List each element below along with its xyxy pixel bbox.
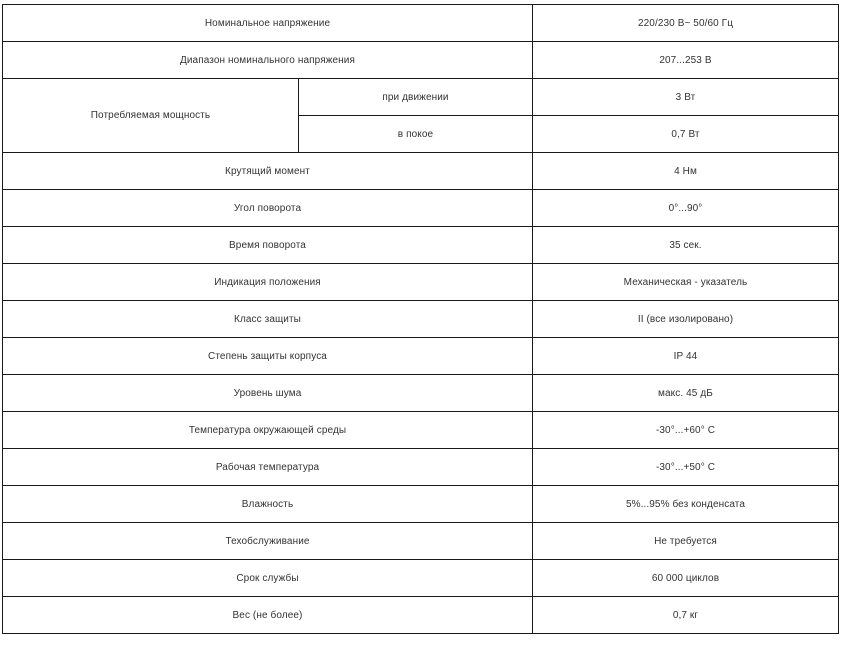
spec-label: Индикация положения	[3, 264, 533, 301]
spec-label: Вес (не более)	[3, 597, 533, 634]
spec-label: Номинальное напряжение	[3, 5, 533, 42]
table-row	[3, 5, 839, 42]
spec-label: Угол поворота	[3, 190, 533, 227]
spec-value: -30°...+60° C	[533, 412, 839, 449]
spec-value: 220/230 В~ 50/60 Гц	[533, 5, 839, 42]
table-row	[3, 523, 839, 560]
spec-value: 5%...95% без конденсата	[533, 486, 839, 523]
spec-sublabel: при движении	[299, 79, 533, 116]
table-row	[3, 190, 839, 227]
spec-value: 207...253 В	[533, 42, 839, 79]
spec-label: Уровень шума	[3, 375, 533, 412]
specifications-table	[2, 4, 839, 634]
spec-value: макс. 45 дБ	[533, 375, 839, 412]
table-row	[3, 597, 839, 634]
spec-label: Класс защиты	[3, 301, 533, 338]
table-row	[3, 486, 839, 523]
table-row	[3, 153, 839, 190]
spec-label: Время поворота	[3, 227, 533, 264]
table-row	[3, 79, 839, 116]
spec-sublabel: в покое	[299, 116, 533, 153]
spec-label: Срок службы	[3, 560, 533, 597]
table-row	[3, 338, 839, 375]
spec-value: 0,7 кг	[533, 597, 839, 634]
table-row	[3, 227, 839, 264]
spec-label: Температура окружающей среды	[3, 412, 533, 449]
spec-value: II (все изолировано)	[533, 301, 839, 338]
spec-label: Степень защиты корпуса	[3, 338, 533, 375]
spec-value: 35 сек.	[533, 227, 839, 264]
spec-value: 4 Нм	[533, 153, 839, 190]
table-row	[3, 301, 839, 338]
table-row	[3, 449, 839, 486]
spec-value: Не требуется	[533, 523, 839, 560]
spec-label: Потребляемая мощность	[3, 79, 299, 153]
spec-label: Техобслуживание	[3, 523, 533, 560]
spec-value: IP 44	[533, 338, 839, 375]
spec-value: Механическая - указатель	[533, 264, 839, 301]
spec-label: Диапазон номинального напряжения	[3, 42, 533, 79]
table-row	[3, 412, 839, 449]
spec-label: Рабочая температура	[3, 449, 533, 486]
spec-label: Влажность	[3, 486, 533, 523]
spec-value: 60 000 циклов	[533, 560, 839, 597]
spec-label: Крутящий момент	[3, 153, 533, 190]
table-row	[3, 560, 839, 597]
table-row	[3, 42, 839, 79]
spec-value: -30°...+50° C	[533, 449, 839, 486]
table-row	[3, 264, 839, 301]
spec-value: 0°...90°	[533, 190, 839, 227]
spec-value: 0,7 Вт	[533, 116, 839, 153]
table-row	[3, 375, 839, 412]
spec-value: 3 Вт	[533, 79, 839, 116]
